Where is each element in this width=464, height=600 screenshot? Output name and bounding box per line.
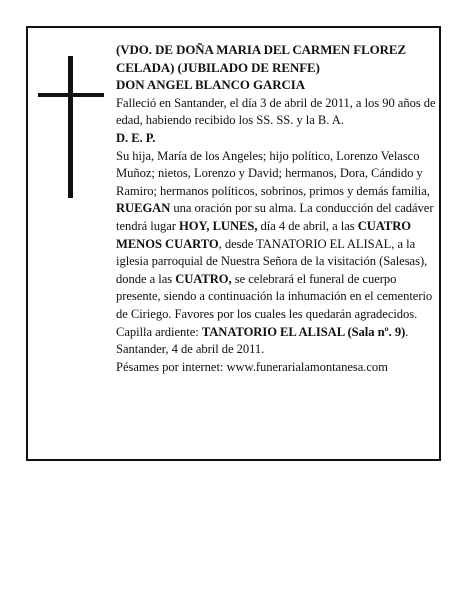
request-text-4: se celebrará el funeral de cuerpo presente, siendo a continuación la inhumación en el cementerio de Ciriego. Favores por los cuales les quedarán agradecidos. Capilla ardiente:: [116, 271, 433, 339]
ruegan-text: RUEGAN: [116, 201, 171, 216]
request-text-1: una oración por su alma. La conducción del cadáver tendrá lugar: [116, 201, 434, 233]
death-paragraph: [116, 95, 436, 148]
chapel-text: TANATORIO EL ALISAL (Sala nº. 9): [201, 324, 406, 339]
widower-note: (VDO. DE DOÑA MARIA DEL CARMEN FLOREZ CELADA) (JUBILADO DE RENFE): [116, 43, 406, 75]
condolences-line: Pésames por internet: www.funerarialamontanesa.com: [116, 359, 388, 374]
time-four: CUATRO,: [175, 271, 232, 286]
cross-icon: [38, 56, 104, 198]
obituary-notice-frame: [26, 26, 441, 461]
date-line: Santander, 4 de abril de 2011.: [116, 342, 265, 357]
death-text: Falleció en Santander, el día 3 de abril de 2011, a los 90 años de edad, habiendo recibido los SS. SS. y la B. A.: [116, 95, 436, 128]
request-text-2: día 4 de abril, a las: [257, 218, 358, 233]
hoy-lunes-text: HOY, LUNES,: [179, 218, 258, 233]
dep-text: D. E. P.: [116, 130, 156, 145]
obituary-text: [116, 42, 436, 376]
request-paragraph: [116, 200, 436, 341]
request-text-3: , desde TANATORIO EL ALISAL, a la iglesia parroquial de Nuestra Señora de la visitación (Salesas), donde a las: [116, 236, 428, 286]
deceased-name: DON ANGEL BLANCO GARCIA: [116, 78, 306, 93]
family-paragraph: Su hija, María de los Angeles; hijo político, Lorenzo Velasco Muñoz; nietos, Lorenzo y David; hermanos, Dora, Cándido y Ramiro; hermanos políticos, sobrinos, primos y demás familia,: [116, 148, 430, 198]
cross-horizontal-bar: [38, 93, 104, 97]
request-text-5: .: [405, 324, 409, 339]
cross-vertical-bar: [68, 56, 73, 198]
time-quarter-to-four: CUATRO MENOS CUARTO: [116, 218, 412, 251]
